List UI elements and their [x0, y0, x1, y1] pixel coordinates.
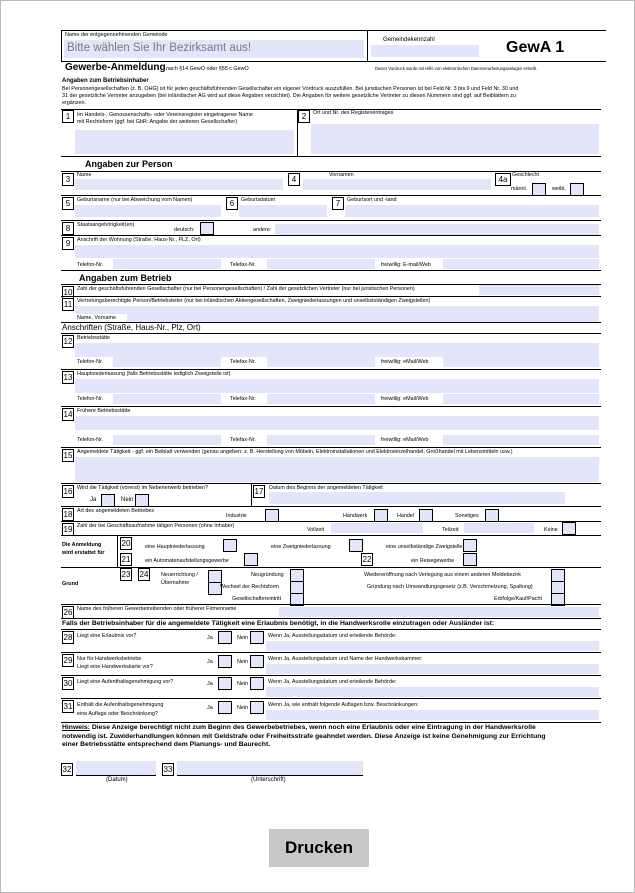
gemeinde-label: Name der entgegennehmenden Gemeinde — [65, 32, 168, 38]
field-10-label: Zahl der geschäftsführenden Gesellschafter (nur bei Personengesellschaften) / Zahl der gesetzlichen Vertreter (nur bei juristischen Personen) — [77, 286, 415, 292]
deutsch-label: deutsch: — [174, 227, 195, 233]
section-person: Angaben zur Person — [85, 159, 173, 169]
teilzeit-label: Teilzeit — [442, 527, 459, 533]
telefax-label: Telefax-Nr. — [230, 437, 256, 443]
field-number-32: 32 — [62, 765, 72, 774]
row-rule — [61, 195, 601, 196]
hauptniederlassung-input[interactable] — [75, 379, 599, 393]
email-input[interactable] — [443, 357, 599, 367]
field-31-label-b: eine Auflage oder Beschränkung? — [77, 711, 158, 717]
ja-label: Ja — [207, 681, 213, 687]
row-rule — [61, 604, 601, 605]
email-input[interactable] — [443, 259, 599, 269]
telefon-label: Telefon-Nr. — [77, 437, 104, 443]
ja-label: Ja — [207, 705, 213, 711]
handel-label: Handel — [397, 513, 415, 519]
ja-label: Ja — [207, 659, 213, 665]
telefon-label: Telefon-Nr. — [77, 396, 104, 402]
field-number-19: 19 — [63, 525, 73, 534]
name-input[interactable] — [75, 179, 283, 190]
hinweis-text-3: einer Betriebsstätte entsprechend dem Planungs- und Baurecht. — [62, 741, 271, 749]
kennzahl-input[interactable] — [371, 45, 479, 57]
field-number-18: 18 — [63, 510, 73, 519]
header-left-border — [61, 30, 62, 61]
intro-line-1: Bei Personengesellschaften (z. B. OHG) ist für jeden geschäftsführenden Gesellschafter ein eigener Vordruck auszufüllen. Bei juristischen Personen ist bei Feld Nr. 3 bis 9 und Feld Nr. 30 und — [62, 86, 519, 92]
telefax-input[interactable] — [267, 357, 375, 367]
header-divider — [367, 30, 368, 61]
field-number-23: 23 — [121, 570, 131, 579]
neugruendung-label: Neugründung — [251, 572, 284, 578]
wohnung-input[interactable] — [75, 245, 599, 258]
handwerk-label: Handwerk — [343, 513, 368, 519]
erlaubnis-ja-checkbox[interactable] — [218, 631, 232, 644]
vornamen-input[interactable] — [303, 179, 491, 190]
field-number-30: 30 — [63, 679, 73, 688]
field-31-right-label: Wenn Ja, wie enthält folgende Auflagen bzw. Beschränkungen: — [268, 702, 419, 708]
erlaubnis-heading: Falls der Betriebsinhaber für die angemeldete Tätigkeit eine Erlaubnis benötigt, in die Handwerksrolle einzutragen oder Ausländer ist: — [62, 620, 495, 627]
field-6-label: Geburtsdatum — [241, 197, 276, 203]
keine-checkbox[interactable] — [562, 522, 576, 535]
betriebsstaette-input[interactable] — [75, 343, 599, 357]
row-rule — [61, 722, 601, 723]
name-vorname-label: Name, Vorname — [77, 315, 116, 321]
field-11-label: Vertretungsberechtigte Person/Betriebsleiter (nur bei inländischen Aktiengesellschaften, Zweigniederlassungen und unselbstständigen Zweigstellen) — [77, 298, 431, 304]
telefon-label: Telefon-Nr. — [77, 359, 104, 365]
field-number-1: 1 — [62, 110, 74, 123]
anmeldung-label: Die Anmeldung — [62, 542, 102, 548]
geburtsname-input[interactable] — [75, 205, 221, 217]
email-label: freiwillig: eMail/Web — [381, 359, 429, 365]
hinweis-text-1: Diese Anzeige berechtigt nicht zum Beginn des Gewerbebetriebes, wenn noch eine Erlaubnis oder eine Eintragung in der Handwerksrolle — [89, 724, 536, 731]
field-29-right-label: Wenn Ja, Ausstellungsdatum und Name der Handwerkskammer: — [268, 656, 423, 662]
field-3-label: Name — [77, 172, 92, 178]
eintritt-label: Gesellschaftereintritt — [232, 596, 282, 602]
row-rule — [61, 521, 601, 522]
field-number-5: 5 — [62, 197, 74, 210]
auflage-ja-checkbox[interactable] — [218, 701, 232, 714]
field-10-input[interactable] — [479, 285, 599, 295]
row-rule — [61, 483, 601, 484]
auflage-nein-checkbox[interactable] — [250, 701, 264, 714]
field-16-label: Wird die Tätigkeit (vorerst) im Nebenerwerb betrieben? — [77, 485, 209, 491]
row-rule — [61, 270, 601, 271]
nein-label: Nein — [237, 681, 249, 687]
field-number-15: 15 — [63, 451, 73, 460]
field-12-label: Betriebsstätte — [77, 335, 110, 341]
field-30-right-label: Wenn Ja, Ausstellungsdatum und erteilende Behörde: — [268, 679, 397, 685]
field-28-label: Liegt eine Erlaubnis vor? — [77, 633, 137, 639]
gemeinde-select[interactable] — [64, 40, 364, 58]
form-id: GewA 1 — [506, 39, 565, 56]
legal-ref: nach §14 GewO oder §55 c GewO — [166, 66, 249, 72]
wechsel-label: Wechsel der Rechtsform — [220, 584, 279, 590]
beginn-input[interactable] — [269, 492, 565, 504]
nein-label: Nein — [237, 635, 249, 641]
hinweis-block — [62, 724, 546, 750]
handwerkskarte-details-input[interactable] — [266, 664, 599, 674]
datum-label: (Datum) — [106, 777, 128, 783]
reisegewerbe-checkbox[interactable] — [463, 553, 477, 566]
row-rule — [61, 296, 601, 297]
hauptniederlassung-checkbox[interactable] — [223, 539, 237, 552]
field-15-label: Angemeldete Tätigkeit - ggf. ein Beiblatt verwenden (genau angeben: z. B. Herstellung von Möbeln, Elektroinstallationen und Elektroeinzelhandel, Großhandel mit Lebensmitteln usw.) — [77, 449, 513, 455]
row-rule — [61, 220, 601, 221]
telefon-input[interactable] — [113, 394, 221, 404]
owner-heading: Angaben zum Betriebsinhaber — [62, 78, 149, 84]
unterschrift-rule — [177, 775, 363, 776]
datum-input[interactable] — [76, 761, 156, 775]
field-number-31: 31 — [63, 702, 73, 711]
top-rule — [61, 30, 606, 31]
field-number-14: 14 — [63, 410, 73, 419]
field-number-16: 16 — [63, 487, 73, 496]
section-betrieb: Angaben zum Betrieb — [79, 273, 172, 283]
field-7-label: Geburtsort und -land — [347, 197, 397, 203]
row-rule — [61, 698, 601, 699]
wiedereroeffnung-label: Wiedereröffnung nach Verlegung aus einem anderen Meldebezirk — [364, 572, 521, 578]
automaten-checkbox[interactable] — [244, 553, 258, 566]
aufenthalt-nein-checkbox[interactable] — [250, 677, 264, 690]
field-1-label: Im Handels-, Genossenschafts- oder Vereinsregister eingetragener Name — [77, 112, 253, 118]
telefax-label: Telefax-Nr. — [230, 396, 256, 402]
teilzeit-input[interactable] — [464, 523, 534, 533]
row-rule — [61, 447, 601, 448]
aufenthalt-ja-checkbox[interactable] — [218, 677, 232, 690]
field-1-input[interactable] — [75, 130, 294, 154]
telefax-input[interactable] — [267, 435, 375, 445]
telefax-input[interactable] — [267, 394, 375, 404]
field-9-label: Anschrift der Wohnung (Straße, Haus-Nr., PLZ, Ort) — [77, 237, 201, 243]
row-rule — [61, 235, 601, 236]
row-rule — [61, 629, 601, 630]
field-29-label: Nur für Handwerksbetriebe — [77, 656, 142, 662]
andere-input[interactable] — [275, 224, 599, 235]
geburtsdatum-input[interactable] — [239, 205, 327, 217]
nein-label: Nein — [121, 497, 134, 503]
field-number-11: 11 — [63, 300, 73, 309]
form-title: Gewerbe-Anmeldung — [65, 62, 166, 73]
neuerrichtung-label: Neuerrichtung / — [161, 572, 198, 578]
umwandlung-label: Gründung nach Umwandlungsgesetz (z.B. Verschmelzung, Spaltung) — [367, 584, 533, 590]
email-input[interactable] — [443, 394, 599, 404]
taetigkeit-input[interactable] — [75, 457, 599, 482]
telefon-input[interactable] — [113, 435, 221, 445]
erlaubnis-nein-checkbox[interactable] — [250, 631, 264, 644]
field-number-22: 22 — [362, 555, 372, 564]
field-number-17: 17 — [254, 487, 264, 496]
hinweis-label: Hinweis: — [62, 724, 90, 731]
uebernahme-label: Übernahme — [161, 580, 190, 586]
field-number-28: 28 — [63, 633, 73, 642]
ja-label: Ja — [207, 635, 213, 641]
field-19-label: Zahl der bei Geschäftsaufnahme tätigen Personen (ohne Inhaber) — [77, 523, 235, 529]
field-number-20: 20 — [121, 539, 131, 548]
field-11-input[interactable] — [75, 306, 599, 314]
field-2-label: Ort und Nr. des Registereintrages — [313, 110, 394, 116]
email-input[interactable] — [443, 435, 599, 445]
field-18-label: Art des angemeldeten Betriebes — [77, 508, 155, 514]
reisegewerbe-label: ein Reisegewerbe — [411, 558, 455, 564]
row-rule — [61, 333, 601, 334]
deutsch-checkbox[interactable] — [200, 222, 214, 235]
email-label: freiwillig: E-mail/Web — [381, 262, 431, 268]
field-4a-label: Geschlecht — [512, 172, 539, 178]
field-1-label-b: mit Rechtsform (ggf. bei GbR: Angabe der weiteren Gesellschafter) — [77, 119, 237, 125]
hauptniederlassung-label: eine Hauptniederlassung — [145, 544, 205, 550]
erlaubnis-details-input[interactable] — [266, 641, 599, 651]
intro-line-3: ergänzen. — [62, 100, 86, 106]
field-number-10: 10 — [63, 288, 73, 297]
vollzeit-label: Vollzeit — [307, 527, 325, 533]
weibl-label: weibl. — [552, 186, 566, 192]
field-13-label: Hauptniederlassung (falls Betriebsstätte lediglich Zweigstelle ist) — [77, 371, 231, 377]
telefon-label: Telefon-Nr. — [77, 262, 104, 268]
automaten-label: ein Automatenaufstellungsgewerbe — [145, 558, 229, 564]
row-rule — [61, 652, 601, 653]
hinweis-text-2: notwendig ist. Zuwiderhandlungen können mit Geldstrafe oder Freiheitsstrafe geahndet werden. Diese Anzeige ist keine Genehmigung zur Errichtung — [62, 732, 546, 740]
field-number-9: 9 — [62, 237, 74, 250]
unselbst-checkbox[interactable] — [463, 539, 477, 552]
frueherer-name-input[interactable] — [279, 607, 599, 617]
ja-label: Ja — [90, 497, 97, 503]
field-number-33: 33 — [163, 765, 173, 774]
grund-label: Grund — [62, 581, 79, 587]
col-divider — [117, 535, 118, 567]
field-number-29: 29 — [63, 656, 73, 665]
field-26-label: Name des früheren Gewerbetreibenden oder früherer Firmenname — [77, 606, 237, 612]
field-30-label: Liegt eine Aufenthaltsgenehmigung vor? — [77, 679, 174, 685]
telefax-label: Telefax-Nr. — [230, 262, 256, 268]
nein-label: Nein — [237, 659, 249, 665]
row-rule — [61, 156, 601, 157]
vollzeit-input[interactable] — [331, 523, 423, 533]
field-4-label: Vornamen — [329, 172, 354, 178]
intro-line-2: 31 der gesetzliche Vertreter anzugeben (bei inländischer AG wird auf diese Angaben verzichtet). Die Angaben für weitere gesetzliche Vertreter zu diesen Nummern sind ggf. auf Beiblättern zu — [62, 93, 516, 99]
field-number-21: 21 — [121, 555, 131, 564]
field-5-label: Geburtsname (nur bei Abweichung vom Namen) — [77, 197, 193, 203]
field-number-4a: 4a — [495, 173, 511, 186]
handwerkskarte-nein-checkbox[interactable] — [250, 655, 264, 668]
field-2-input[interactable] — [311, 124, 599, 154]
telefon-input[interactable] — [113, 259, 221, 269]
field-17-label: Datum des Beginns der angemeldeten Tätigkeit — [269, 485, 383, 491]
row-rule — [61, 618, 601, 619]
field-8-label: Staatsangehörigkeit(en) — [77, 222, 135, 228]
zweigniederlassung-label: eine Zweigniederlassung — [271, 544, 331, 550]
field-number-3: 3 — [62, 173, 74, 186]
datum-rule — [76, 775, 156, 776]
print-button[interactable]: Drucken — [269, 829, 369, 867]
field-29-label-b: Liegt eine Handwerkskarte vor? — [77, 664, 153, 670]
zweigniederlassung-checkbox[interactable] — [349, 539, 363, 552]
row-rule — [61, 506, 601, 507]
kennzahl-label: Gemeindekennzahl — [383, 37, 435, 43]
field-number-26: 26 — [63, 608, 73, 617]
edv-notice: Dieser Vordruck wurde mit Hilfe von elektronischen Datenverarbeitungsanlagen erstellt. — [375, 66, 537, 71]
telefax-input[interactable] — [267, 259, 375, 269]
aufenthalt-details-input[interactable] — [266, 687, 599, 697]
field-number-24: 24 — [139, 570, 149, 579]
field-28-right-label: Wenn Ja, Ausstellungsdatum und erteilende Behörde: — [268, 633, 397, 639]
field-31-label: Enthält die Aufenthaltsgenehmigung — [77, 702, 164, 708]
row-rule — [61, 369, 601, 370]
maennl-label: männl. — [511, 186, 528, 192]
auflage-details-input[interactable] — [266, 710, 599, 720]
telefon-input[interactable] — [113, 357, 221, 367]
email-label: freiwillig: eMail/Web — [381, 396, 429, 402]
sonstiges-label: Sonstiges — [455, 513, 479, 519]
field-number-6: 6 — [226, 197, 238, 210]
anmeldung-label-b: wird erstattet für — [62, 550, 105, 556]
email-label: freiwillig: eMail/Web — [381, 437, 429, 443]
section-anschriften: Anschriften (Straße, Haus-Nr., Plz, Ort) — [62, 323, 201, 332]
field-number-13: 13 — [63, 373, 73, 382]
row-rule — [61, 406, 601, 407]
industrie-label: Industrie — [226, 513, 247, 519]
field-14-label: Frühere Betriebsstätte — [77, 408, 131, 414]
andere-label: andere: — [253, 227, 272, 233]
keine-label: Keine — [544, 527, 558, 533]
unterschrift-label: (Unterschrift) — [251, 777, 286, 783]
telefax-label: Telefax-Nr. — [230, 359, 256, 365]
gemeinde-select-value: Bitte wählen Sie Ihr Bezirksamt aus! — [67, 42, 252, 54]
geburtsort-input[interactable] — [345, 205, 599, 217]
unterschrift-input[interactable] — [177, 761, 363, 775]
field-number-2: 2 — [298, 110, 310, 123]
fruehere-betriebsstaette-input[interactable] — [75, 416, 599, 430]
erbfolge-label: Erbfolge/Kauf/Pacht — [494, 596, 542, 602]
field-number-12: 12 — [63, 337, 73, 346]
nein-label: Nein — [237, 705, 249, 711]
row-rule — [61, 675, 601, 676]
handwerkskarte-ja-checkbox[interactable] — [218, 655, 232, 668]
row-rule — [61, 535, 601, 536]
unselbst-label: eine unselbständige Zweigstelle — [386, 544, 463, 550]
name-vorname-input[interactable] — [127, 314, 599, 322]
col-divider — [251, 483, 252, 506]
field-number-8: 8 — [62, 222, 74, 235]
field-number-7: 7 — [332, 197, 344, 210]
field-number-4: 4 — [288, 173, 300, 186]
